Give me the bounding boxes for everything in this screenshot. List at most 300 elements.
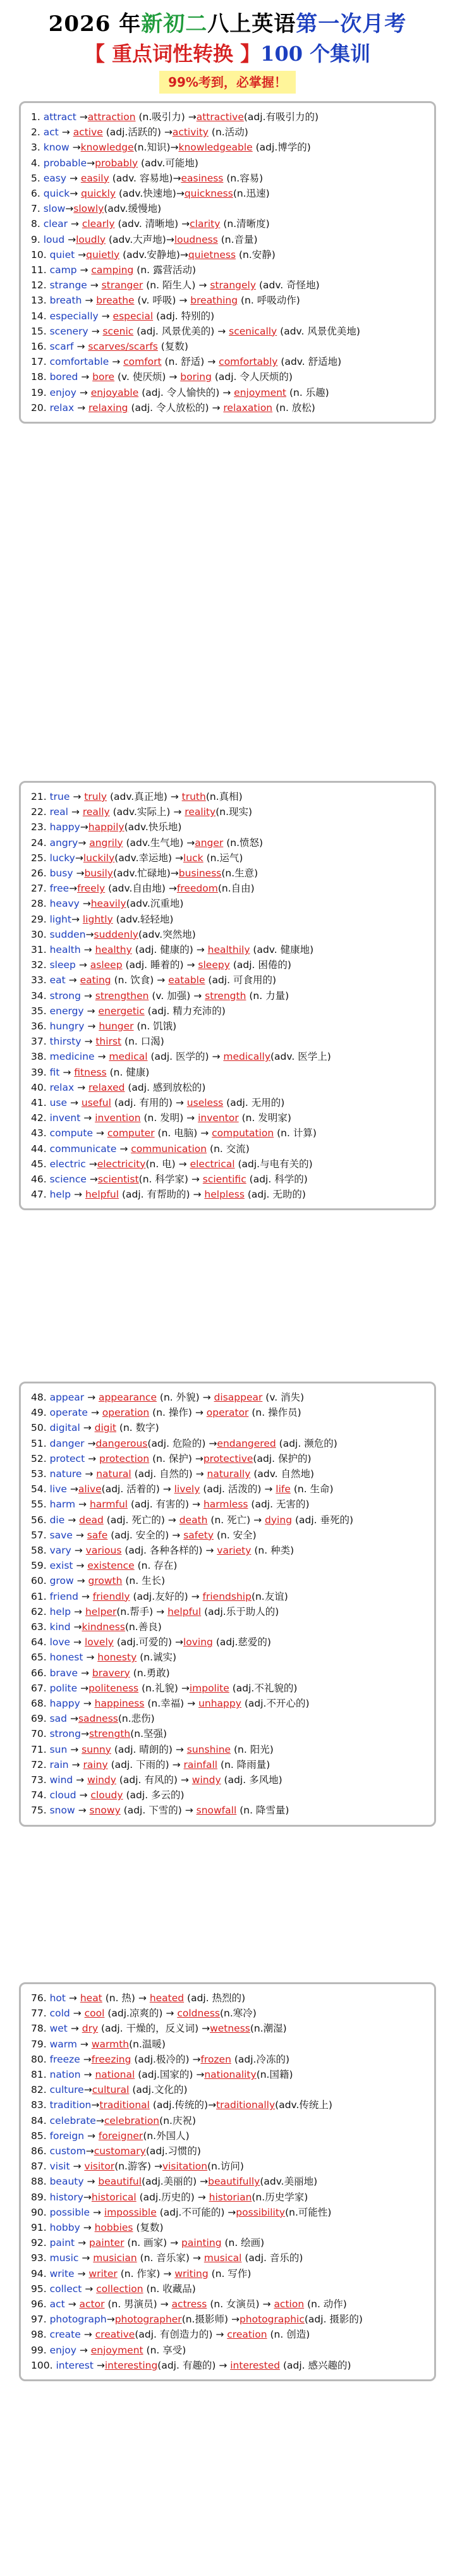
- derived-word: appearance: [99, 1392, 157, 1403]
- word-note: →: [73, 2161, 85, 2173]
- entry-number: 94.: [31, 2267, 47, 2279]
- word-note: (adj. 无害的): [248, 1499, 310, 1511]
- base-word: paint: [49, 2237, 78, 2249]
- vocab-entry: [31, 2235, 425, 2250]
- base-word: possible: [49, 2206, 93, 2218]
- entry-number: 41.: [31, 1097, 47, 1109]
- derived-word: loudly: [76, 233, 106, 245]
- entry-number: 49.: [31, 1407, 47, 1419]
- vocab-entry: [31, 2358, 425, 2373]
- vocab-entry: [31, 1497, 425, 1512]
- entry-number: 56.: [31, 1514, 47, 1526]
- word-note: (n.勇敢): [130, 1667, 170, 1679]
- vocab-entry: [31, 385, 425, 400]
- word-note: (n.幸福) →: [144, 1698, 199, 1710]
- derived-word: active: [73, 126, 103, 138]
- word-note: (adj. 无用的): [223, 1097, 285, 1109]
- word-note: →: [83, 2053, 92, 2065]
- vocab-entry: [31, 942, 425, 957]
- derived-word: operation: [102, 1407, 150, 1419]
- word-note: (n. 女演员) →: [207, 2298, 274, 2310]
- word-note: →: [83, 2069, 95, 2081]
- word-note: (adj. 摄影的): [304, 2314, 363, 2326]
- word-note: →: [97, 1051, 109, 1063]
- vocab-entry: [31, 927, 425, 942]
- vocab-entry: [31, 2205, 425, 2220]
- derived-word: quietly: [86, 248, 120, 261]
- word-note: (n.帮手) →: [116, 1605, 168, 1617]
- derived-word: loving: [183, 1636, 213, 1648]
- word-note: (adj. 危险的) →: [147, 1437, 217, 1449]
- derived-word: attractive: [196, 111, 244, 123]
- word-note: →: [81, 371, 93, 383]
- vocab-entry: [31, 1049, 425, 1064]
- entry-number: 13.: [31, 295, 47, 307]
- entry-number: 42.: [31, 1112, 47, 1124]
- word-note: →: [85, 2145, 94, 2157]
- word-note: (adv.实际上) →: [109, 806, 185, 818]
- vocab-entry: [31, 2190, 425, 2205]
- entry-number: 1.: [31, 111, 40, 123]
- base-word: slow: [43, 203, 66, 215]
- word-note: (adj. 下雪的) →: [120, 1805, 197, 1817]
- derived-word: heated: [149, 1992, 185, 2004]
- entry-number: 97.: [31, 2314, 47, 2326]
- base-word: use: [49, 1097, 70, 1109]
- vocab-entry: [31, 1156, 425, 1172]
- word-note: →: [79, 1789, 91, 1801]
- word-note: →: [73, 2008, 85, 2020]
- vocab-entry: [31, 354, 425, 369]
- derived-word: politeness: [88, 1682, 139, 1694]
- derived-word: inventor: [198, 1112, 239, 1124]
- word-note: (n. 科学家) →: [138, 1174, 203, 1186]
- derived-word: electricity: [97, 1158, 146, 1170]
- word-note: (adj.不礼貌的): [229, 1682, 298, 1694]
- derived-word: friendship: [202, 1590, 252, 1602]
- derived-word: bravery: [92, 1667, 130, 1679]
- derived-word: impossible: [104, 2206, 157, 2218]
- derived-word: safe: [87, 1529, 108, 1541]
- derived-word: existence: [87, 1560, 135, 1572]
- word-note: (adv.生气地) →: [123, 837, 195, 849]
- entry-number: 25.: [31, 852, 47, 864]
- derived-word: busily: [84, 868, 113, 880]
- base-word: digital: [49, 1422, 83, 1434]
- word-note: →: [78, 837, 90, 849]
- derived-word: anger: [195, 837, 224, 849]
- base-word: beauty: [49, 2176, 87, 2188]
- word-note: (n. 发明) →: [140, 1112, 198, 1124]
- vocab-entry: [31, 2113, 425, 2128]
- word-note: (n. 饮食) →: [111, 974, 169, 986]
- word-note: →: [68, 974, 80, 986]
- word-note: →: [71, 913, 83, 925]
- word-note: (n. 种类): [251, 1545, 294, 1557]
- derived-word: probably: [95, 157, 138, 169]
- vocab-entry: [31, 1558, 425, 1573]
- base-word: danger: [49, 1437, 88, 1449]
- entry-number: 40.: [31, 1081, 47, 1093]
- word-note: →: [87, 2130, 99, 2142]
- entry-number: 14.: [31, 310, 47, 322]
- base-word: strong: [49, 1728, 81, 1740]
- base-word: invent: [49, 1112, 84, 1124]
- vocab-entry: [31, 216, 425, 231]
- base-word: strong: [49, 990, 84, 1002]
- derived-word: camping: [91, 264, 134, 276]
- word-note: (adv.轻轻地): [112, 913, 174, 925]
- entry-number: 79.: [31, 2038, 47, 2050]
- vocab-entry: [31, 1604, 425, 1619]
- word-note: (adj. 垂死的): [292, 1514, 354, 1526]
- derived-word: computer: [107, 1127, 155, 1139]
- word-note: →: [90, 279, 102, 291]
- vocab-entry: [31, 2082, 425, 2097]
- derived-word: windy: [191, 1774, 221, 1786]
- derived-word: lovely: [84, 1636, 114, 1648]
- derived-word: sleepy: [198, 959, 230, 971]
- base-word: strange: [49, 279, 90, 291]
- derived-word: snowy: [89, 1805, 121, 1817]
- derived-word: hobbies: [94, 2222, 133, 2234]
- vocab-entry: [31, 1742, 425, 1757]
- base-word: history: [49, 2191, 83, 2203]
- word-note: (n.迅速): [233, 188, 270, 200]
- word-note: (adv.大声地)→: [106, 233, 174, 245]
- derived-word: endangered: [217, 1437, 276, 1449]
- vocab-entry: [31, 866, 425, 881]
- word-note: (adj.历史的) →: [136, 2191, 209, 2203]
- base-word: scarf: [49, 341, 77, 353]
- base-word: sun: [49, 1743, 71, 1755]
- derived-word: wetness: [210, 2023, 250, 2035]
- derived-word: dead: [79, 1514, 104, 1526]
- vocab-entry: [31, 1681, 425, 1696]
- derived-word: truly: [84, 791, 107, 802]
- vocab-entry: [31, 293, 425, 308]
- vocab-entry: [31, 2312, 425, 2327]
- base-word: appear: [49, 1392, 88, 1403]
- derived-word: scarves/scarfs: [88, 341, 158, 353]
- word-note: (adj.习惯的): [145, 2145, 201, 2157]
- base-word: act: [49, 2298, 68, 2310]
- word-note: →: [77, 402, 88, 414]
- page-header: [0, 0, 455, 101]
- word-note: →: [78, 1805, 90, 1817]
- word-note: →: [83, 1698, 95, 1710]
- derived-word: scenically: [229, 325, 277, 337]
- base-word: compute: [49, 1127, 96, 1139]
- word-note: (n.潮湿): [250, 2023, 287, 2035]
- derived-word: helper: [85, 1605, 117, 1617]
- base-word: especially: [49, 310, 102, 322]
- base-word: know: [43, 142, 73, 154]
- word-note: →: [96, 2359, 105, 2371]
- derived-word: heavily: [90, 898, 126, 910]
- vocab-entry: [31, 2037, 425, 2052]
- base-word: snow: [49, 1805, 78, 1817]
- vocab-entry: [31, 1481, 425, 1497]
- entry-number: 80.: [31, 2053, 47, 2065]
- entry-number: 84.: [31, 2114, 47, 2126]
- word-note: →: [70, 218, 82, 230]
- base-word: photograph: [49, 2314, 107, 2326]
- base-word: brave: [49, 1667, 81, 1679]
- entry-number: 71.: [31, 1743, 47, 1755]
- word-note: (n. 死亡) →: [207, 1514, 265, 1526]
- word-note: →: [89, 1174, 98, 1186]
- vocab-entry: [31, 988, 425, 1003]
- vocab-entry: [31, 2343, 425, 2358]
- entry-number: 85.: [31, 2130, 47, 2142]
- vocab-entry: [31, 1512, 425, 1528]
- page-subtitle: [0, 38, 455, 67]
- word-note: (adj. 有害的) →: [128, 1499, 203, 1511]
- word-note: →: [68, 1992, 80, 2004]
- word-note: →: [88, 1158, 97, 1170]
- derived-word: helpful: [85, 1189, 119, 1201]
- word-note: (n. 口渴): [121, 1036, 164, 1048]
- vocab-entry: [31, 1543, 425, 1558]
- base-word: wind: [49, 1774, 76, 1786]
- word-note: (adj.极冷的) →: [131, 2053, 201, 2065]
- word-note: (n.国籍): [256, 2069, 293, 2081]
- derived-word: safety: [183, 1529, 214, 1541]
- word-note: (adj.慈爱的): [212, 1636, 271, 1648]
- entry-number: 24.: [31, 837, 47, 849]
- word-note: →: [76, 1575, 88, 1587]
- entry-number: 95.: [31, 2283, 47, 2295]
- base-word: enjoy: [49, 2344, 80, 2356]
- word-note: →: [86, 1652, 98, 1664]
- vocab-card-4: [19, 1982, 436, 2381]
- derived-word: natural: [96, 1468, 131, 1480]
- word-note: (n. 数字): [116, 1422, 159, 1434]
- word-note: (n.现实): [215, 806, 253, 818]
- vocab-entry: [31, 262, 425, 278]
- word-note: (adj. 有帮助的) →: [119, 1189, 205, 1201]
- word-note: →: [76, 1774, 88, 1786]
- base-word: foreign: [49, 2130, 87, 2142]
- word-note: (adv.幸运地) →: [114, 852, 184, 864]
- vocab-entry: [31, 1451, 425, 1466]
- base-word: hungry: [49, 1021, 88, 1033]
- word-note: (adj. 令人放松的) →: [128, 402, 224, 414]
- word-note: →: [78, 2237, 89, 2249]
- vocab-entry: [31, 835, 425, 850]
- word-note: →: [76, 341, 88, 353]
- vocab-entry: [31, 912, 425, 927]
- entry-number: 33.: [31, 974, 47, 986]
- word-note: (adj. 各种各样的) →: [121, 1545, 217, 1557]
- word-note: (n.知识)→: [133, 142, 179, 154]
- word-note: →: [83, 2084, 92, 2096]
- derived-word: relaxed: [88, 1081, 125, 1093]
- base-word: polite: [49, 1682, 81, 1694]
- base-word: quick: [43, 188, 70, 200]
- derived-word: interesting: [104, 2359, 158, 2371]
- derived-word: eatable: [168, 974, 205, 986]
- word-note: →: [83, 1112, 95, 1124]
- word-note: (n. 创造): [267, 2329, 310, 2341]
- word-note: (n.安静): [236, 248, 276, 261]
- word-note: (adj. 死亡的) →: [103, 1514, 179, 1526]
- word-note: (adj. 特别的): [153, 310, 215, 322]
- derived-word: harmful: [89, 1499, 128, 1511]
- entry-number: 91.: [31, 2222, 47, 2234]
- word-note: (adj.美丽的) →: [142, 2176, 209, 2188]
- base-word: collect: [49, 2283, 85, 2295]
- derived-word: truth: [181, 791, 206, 802]
- vocab-entry: [31, 850, 425, 866]
- entry-number: 76.: [31, 1992, 47, 2004]
- word-note: →: [85, 1468, 97, 1480]
- derived-word: death: [179, 1514, 208, 1526]
- word-note: (adv. 风景优美地): [277, 325, 360, 337]
- vocab-entry: [31, 1619, 425, 1635]
- derived-word: quietness: [188, 248, 236, 261]
- base-word: quiet: [49, 248, 78, 261]
- word-note: (n. 操作) →: [149, 1407, 207, 1419]
- word-note: (adj. 无助的): [244, 1189, 306, 1201]
- word-note: (adj. 自然的) →: [131, 1468, 207, 1480]
- derived-word: possibility: [236, 2206, 286, 2218]
- word-note: (n. 健康): [106, 1066, 150, 1078]
- word-note: →: [95, 2114, 104, 2126]
- derived-word: relaxation: [223, 402, 273, 414]
- derived-word: easily: [80, 172, 109, 184]
- derived-word: honesty: [97, 1652, 137, 1664]
- word-note: →: [77, 1081, 88, 1093]
- word-note: →: [83, 990, 95, 1002]
- word-note: (n.外国人): [143, 2130, 190, 2142]
- word-note: →: [87, 1005, 99, 1017]
- derived-word: interested: [230, 2359, 281, 2371]
- entry-number: 29.: [31, 913, 47, 925]
- word-note: (n.活动): [208, 126, 248, 138]
- base-word: sleep: [49, 959, 79, 971]
- word-note: (n. 陌生人) →: [143, 279, 210, 291]
- word-note: (adv. 舒适地): [277, 356, 342, 368]
- base-word: help: [49, 1189, 75, 1201]
- derived-word: breathe: [96, 295, 135, 307]
- base-word: scenery: [49, 325, 92, 337]
- derived-word: happiness: [94, 1698, 145, 1710]
- subtitle-count: 100 个集训: [260, 42, 371, 66]
- vocab-card-2: [19, 781, 436, 1210]
- derived-word: invention: [95, 1112, 141, 1124]
- vocab-entry: [31, 1405, 425, 1420]
- word-note: →: [70, 1483, 78, 1495]
- word-note: (n.访问): [207, 2161, 244, 2173]
- base-word: visit: [49, 2161, 73, 2173]
- entry-number: 15.: [31, 325, 47, 337]
- derived-word: dangerous: [95, 1437, 148, 1449]
- word-note: →: [69, 172, 81, 184]
- derived-word: traditional: [99, 2099, 150, 2111]
- vocab-card-1: [19, 101, 436, 424]
- word-note: (n. 存在): [134, 1560, 178, 1572]
- vocab-entry: [31, 2266, 425, 2281]
- derived-word: harmless: [203, 1499, 248, 1511]
- word-note: (adj.乐于助人的): [201, 1605, 279, 1617]
- word-note: (n.摄影师) →: [181, 2314, 240, 2326]
- derived-word: musical: [203, 2252, 242, 2264]
- derived-word: cloudy: [90, 1789, 123, 1801]
- vocab-entry: [31, 1436, 425, 1451]
- entry-number: 63.: [31, 1621, 47, 1633]
- word-note: →: [82, 898, 91, 910]
- entry-number: 8.: [31, 218, 40, 230]
- vocab-entry: [31, 1390, 425, 1405]
- entry-number: 12.: [31, 279, 47, 291]
- derived-word: actor: [79, 2298, 105, 2310]
- word-note: (v. 使厌烦) →: [114, 371, 181, 383]
- vocab-entry: [31, 201, 425, 216]
- word-note: →: [106, 2314, 115, 2326]
- vocab-entry: [31, 1803, 425, 1818]
- entry-number: 3.: [31, 142, 40, 154]
- derived-word: writer: [88, 2267, 118, 2279]
- base-word: busy: [49, 868, 76, 880]
- entry-number: 37.: [31, 1036, 47, 1048]
- derived-word: unhappy: [198, 1698, 241, 1710]
- word-note: (adj.传统的)→: [149, 2099, 217, 2111]
- vocab-entry: [31, 2067, 425, 2082]
- vocab-entry: [31, 369, 425, 384]
- base-word: relax: [49, 402, 78, 414]
- word-note: (n. 露营活动): [133, 264, 197, 276]
- base-word: cloud: [49, 1789, 80, 1801]
- entry-number: 57.: [31, 1529, 47, 1541]
- vocab-entry: [31, 2250, 425, 2266]
- entry-number: 72.: [31, 1758, 47, 1770]
- derived-word: national: [95, 2069, 135, 2081]
- word-note: →: [74, 1545, 86, 1557]
- derived-word: clearly: [82, 218, 115, 230]
- word-note: (adj.可爱的) →: [113, 1636, 183, 1648]
- entry-number: 32.: [31, 959, 47, 971]
- derived-word: medically: [223, 1051, 270, 1063]
- word-note: (n. 保护) →: [149, 1452, 203, 1464]
- base-word: live: [49, 1483, 70, 1495]
- derived-word: asleep: [90, 959, 123, 971]
- entry-number: 93.: [31, 2252, 47, 2264]
- base-word: enjoy: [49, 386, 80, 398]
- word-note: →: [63, 1066, 75, 1078]
- word-note: →: [101, 310, 113, 322]
- base-word: hot: [49, 1992, 69, 2004]
- word-note: (n. 乐趣): [286, 386, 329, 398]
- entry-number: 4.: [31, 157, 40, 169]
- derived-word: helpful: [167, 1605, 202, 1617]
- vocab-entry: [31, 247, 425, 262]
- derived-word: frozen: [200, 2053, 231, 2065]
- derived-word: variety: [217, 1545, 252, 1557]
- derived-word: healthy: [95, 944, 132, 956]
- entry-number: 46.: [31, 1174, 47, 1186]
- entry-number: 90.: [31, 2206, 47, 2218]
- vocab-entry: [31, 156, 425, 171]
- derived-word: hunger: [99, 1021, 134, 1033]
- word-note: (n.温暖): [129, 2038, 166, 2050]
- vocab-entry: [31, 1187, 425, 1202]
- derived-word: scientist: [97, 1174, 139, 1186]
- vocab-entry: [31, 1080, 425, 1095]
- derived-word: reality: [185, 806, 216, 818]
- word-note: (n.礼貌) →: [138, 1682, 190, 1694]
